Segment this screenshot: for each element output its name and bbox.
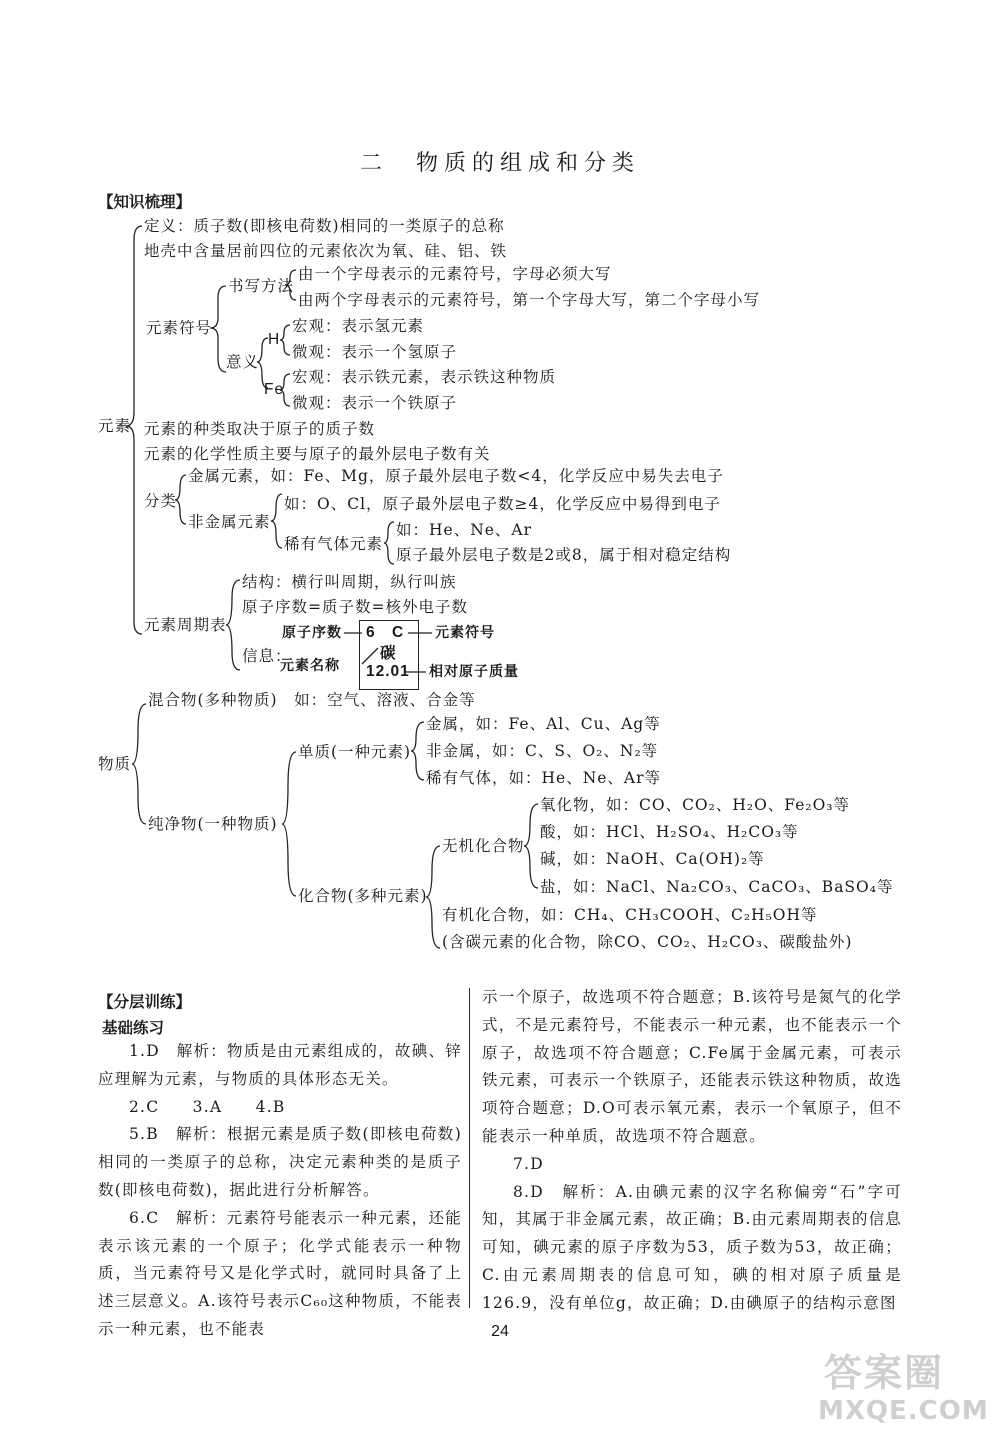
tree2-organic-note: (含碳元素的化合物，除CO、CO₂、H₂CO₃、碳酸盐外)	[442, 933, 853, 951]
tree2-oxide: 氧化物，如：CO、CO₂、H₂O、Fe₂O₃等	[540, 796, 851, 814]
tree1-symbol: 元素符号	[146, 319, 213, 337]
brace-inorganic	[524, 804, 538, 888]
label-atomic-number: 原子序数	[282, 625, 342, 641]
tree1-h-macro: 宏观：表示氢元素	[292, 317, 425, 335]
brace-h	[280, 325, 290, 355]
tree1-fe-micro: 微观：表示一个铁原子	[292, 394, 458, 412]
section-knowledge: 【知识梳理】	[98, 193, 192, 211]
tree1-classify: 分类	[144, 492, 178, 510]
brace-symbol	[210, 286, 226, 372]
tree1-definition: 定义：质子数(即核电荷数)相同的一类原子的总称	[144, 217, 505, 235]
tree1-fe-macro: 宏观：表示铁元素，表示铁这种物质	[292, 368, 557, 386]
answers-left	[98, 1038, 462, 1344]
label-element-name: 元素名称	[280, 658, 340, 674]
tree1-nonmetal1: 如：O、Cl，原子最外层电子数≥4，化学反应中易得到电子	[284, 495, 721, 513]
section-training: 【分层训练】	[98, 993, 192, 1011]
tree1-h-micro: 微观：表示一个氢原子	[292, 343, 458, 361]
answer-8: 8.D 解析：A.由碘元素的汉字名称偏旁“石”字可知，其属于非金属元素，故正确；B.由元素周期表的信息可知，碘元素的原子序数为53，质子数为53，故正确；C.由元素周期表的信息可知，碘的相对原子质量是126.9，没有单位g，故正确；D.由碘原子的结构示意图	[482, 1182, 902, 1312]
answer-5: 5.B 解析：根据元素是质子数(即核电荷数)相同的一类原子的总称，决定元素种类的是质子数(即核电荷数)，据此进行分析解答。	[98, 1125, 462, 1199]
answer-6: 6.C 解析：元素符号能表示一种元素，还能表示该元素的一个原子；化学式能表示一种物质，当元素符号又是化学式时，就同时具备了上述三层意义。A.该符号表示C₆₀这种物质，不能表示一种元素，也不能表	[98, 1208, 462, 1338]
tree1-write1: 由一个字母表示的元素符号，字母必须大写	[298, 265, 612, 283]
tree1-info: 信息：	[242, 647, 292, 665]
label-atomic-mass: 相对原子质量	[429, 664, 519, 680]
tree1-h: H	[268, 331, 281, 348]
label-element-symbol: 元素符号	[435, 625, 495, 641]
section-basic: 基础练习	[102, 1019, 165, 1037]
tree1-write2: 由两个字母表示的元素符号，第一个字母大写，第二个字母小写	[298, 291, 761, 309]
tree1-chem: 元素的化学性质主要与原子的最外层电子数有关	[144, 445, 491, 463]
page-title: 二 物质的组成和分类	[359, 151, 640, 176]
tree1-structure: 结构：横行叫周期，纵行叫族	[242, 573, 457, 591]
column-separator	[469, 988, 470, 1308]
periodic-symbol: C	[392, 624, 405, 641]
tree2-salt: 盐，如：NaCl、Na₂CO₃、CaCO₃、BaSO₄等	[540, 878, 894, 896]
answer-1: 1.D 解析：物质是由元素组成的，故碘、锌应理解为元素，与物质的具体形态无关。	[98, 1042, 462, 1088]
tree2-base: 碱，如：NaOH、Ca(OH)₂等	[540, 850, 765, 868]
tree1-kind: 元素的种类取决于原子的质子数	[144, 420, 376, 438]
tree1-noble1: 如：He、Ne、Ar	[396, 521, 533, 539]
brace-pure	[282, 752, 296, 896]
tree2-pure: 纯净物(一种物质)	[148, 815, 278, 833]
periodic-number: 6	[366, 624, 376, 641]
brace-matter	[132, 704, 146, 824]
tree1-writing: 书写方法	[228, 277, 295, 295]
page-number: 24	[491, 1323, 509, 1340]
tree2-simple: 单质(一种元素)	[298, 743, 412, 761]
brace-nonmetal	[271, 494, 282, 548]
tree1-crust: 地壳中含量居前四位的元素依次为氧、硅、铝、铁	[144, 242, 508, 260]
periodic-name: 碳	[380, 643, 397, 662]
brace-noble	[384, 522, 394, 564]
tree1-nonmetal: 非金属元素	[188, 513, 271, 531]
tree2-s-nonmetal: 非金属，如：C、S、O₂、N₂等	[426, 742, 659, 760]
tree1-metal: 金属元素，如：Fe、Mg，原子最外层电子数<4，化学反应中易失去电子	[188, 467, 724, 485]
brace-table	[226, 580, 240, 670]
tree1-noble: 稀有气体元素	[284, 535, 384, 553]
tree1-table: 元素周期表	[144, 616, 227, 634]
tree2-compound: 化合物(多种元素)	[298, 887, 428, 905]
periodic-mass: 12.01	[366, 663, 410, 680]
tree2-organic: 有机化合物，如：CH₄、CH₃COOH、C₂H₅OH等	[442, 906, 818, 924]
answer-6-cont: 示一个原子，故选项不符合题意；B.该符号是氮气的化学式，不是元素符号，不能表示一种元素，也不能表示一个原子，故选项不符合题意；C.Fe属于金属元素，可表示铁元素，可表示一个铁原子，还能表示铁这种物质，故选项符合题意；D.O可表示氧元素，表示一个氧原子，但不能表示一种单质，故选项不符合题意。	[482, 988, 902, 1145]
tree2-mixture: 混合物(多种物质) 如：空气、溶液、合金等	[148, 691, 476, 709]
watermark-logo: 答案圈	[824, 1351, 945, 1395]
watermark-site: MXQE.COM	[818, 1396, 989, 1426]
brace-compound	[426, 846, 440, 948]
tree2-acid: 酸，如：HCl、H₂SO₄、H₂CO₃等	[540, 823, 799, 841]
tree1-fe: Fe	[264, 381, 285, 398]
answers-right	[482, 984, 902, 1318]
tree2-s-noble: 稀有气体，如：He、Ne、Ar等	[426, 769, 662, 787]
tree1-atomic: 原子序数=质子数=核外电子数	[242, 598, 468, 616]
answer-2-4: 2.C 3.A 4.B	[129, 1097, 286, 1116]
tree2-s-metal: 金属，如：Fe、Al、Cu、Ag等	[426, 715, 661, 733]
tree2-root: 物质	[98, 755, 132, 773]
tree2-inorganic: 无机化合物	[442, 837, 525, 855]
tree1-meaning: 意义	[226, 353, 260, 371]
tree1-noble2: 原子最外层电子数是2或8，属于相对稳定结构	[396, 546, 732, 564]
brace-simple	[411, 722, 424, 780]
answer-7: 7.D	[513, 1154, 544, 1173]
tree1-root: 元素	[98, 417, 132, 435]
